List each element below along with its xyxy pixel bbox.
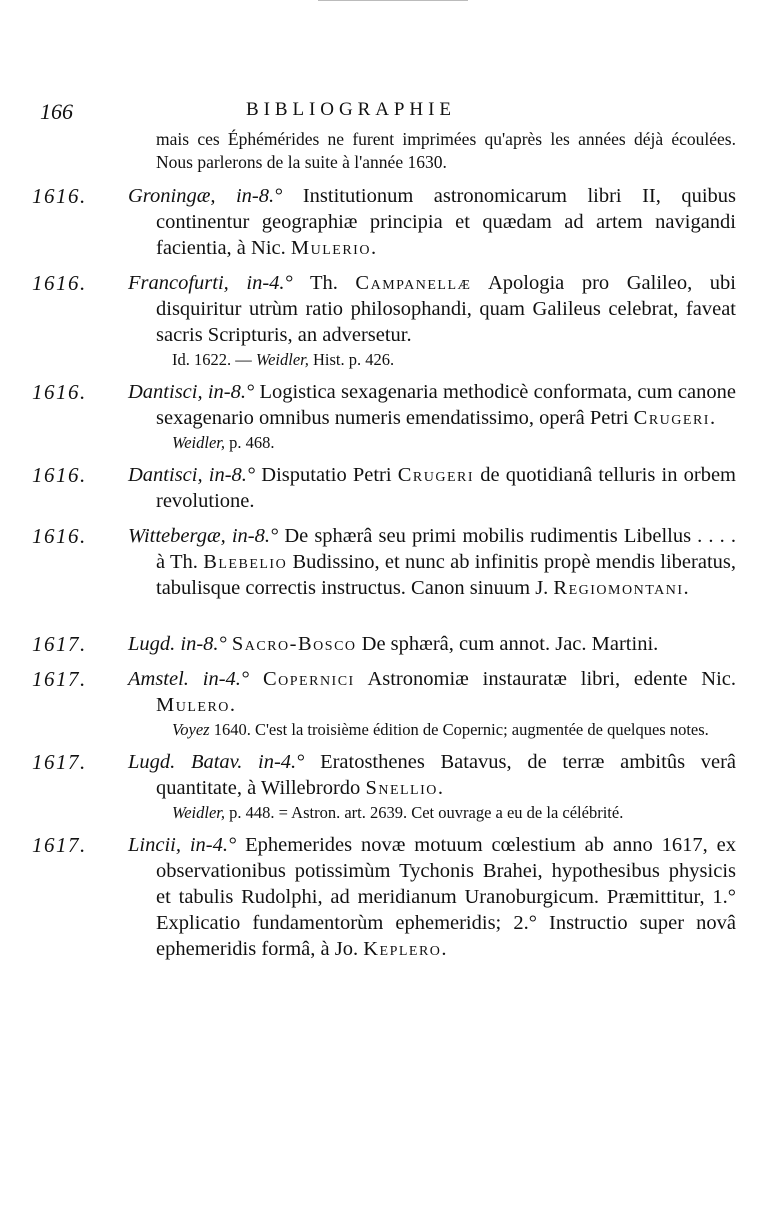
entry-year: 1617.	[32, 833, 87, 857]
entry-title: Th.	[309, 272, 356, 294]
entry-text	[128, 270, 736, 348]
entry-title: Eratosthenes Batavus, de terræ ambitûs verâ quantitate, à Willebrordo	[156, 751, 736, 799]
entry-author: Blebelio	[203, 551, 288, 573]
entry-text	[128, 523, 736, 601]
entry-author-secondary: Regiomontani	[553, 577, 684, 599]
entry-title-end: De sphærâ, cum annot. Jac. Martini.	[356, 633, 659, 655]
bibliography-entry	[0, 666, 736, 740]
entry-title: De sphærâ seu primi mobilis rudimentis Libellus . . . . à Th.	[156, 525, 736, 573]
bibliography-entry	[0, 523, 736, 601]
page-body	[0, 128, 766, 971]
bibliography-entry	[0, 631, 736, 657]
entry-place: Amstel. in-4.°	[128, 668, 250, 690]
bibliography-entry	[0, 379, 736, 453]
top-rule	[318, 0, 468, 1]
entry-year: 1617.	[32, 667, 87, 691]
entry-place: Dantisci, in-8.°	[128, 464, 256, 486]
note-source: Weidler,	[172, 433, 226, 452]
note-source: Voyez	[172, 720, 210, 739]
note-text-end: 1640. C'est la troisième édition de Copernic; augmentée de quelques notes.	[209, 720, 709, 739]
entry-text	[128, 832, 736, 962]
entry-place: Groningæ, in-8.°	[128, 185, 283, 207]
entry-place: Dantisci, in-8.°	[128, 381, 255, 403]
entry-title-end: .	[683, 577, 689, 599]
note-source: Weidler,	[255, 350, 309, 369]
entry-title-end: .	[709, 407, 716, 429]
page-header	[0, 99, 766, 129]
entry-author: Snellio	[365, 777, 438, 799]
entry-year: 1616.	[32, 271, 87, 295]
note-text-end: p. 468.	[225, 433, 275, 452]
entry-text	[128, 462, 736, 514]
entry-author: Keplero	[363, 938, 442, 960]
entry-title: Disputatio Petri	[261, 464, 398, 486]
running-title: BIBLIOGRAPHIE	[246, 99, 456, 120]
entry-place: Wittebergæ, in-8.°	[128, 525, 279, 547]
entry-text	[128, 183, 736, 261]
entry-note	[156, 432, 736, 453]
entry-title-mid: Astronomiæ instauratæ libri, edente Nic.	[354, 668, 736, 690]
entry-text	[128, 379, 736, 431]
continuation-paragraph: mais ces Éphémérides ne furent imprimées qu'après les années déjà écoulées. Nous parlerons de la suite à l'année 1630.	[156, 129, 736, 172]
entry-year: 1616.	[32, 463, 87, 487]
note-text: Id. 1622. —	[172, 350, 256, 369]
entry-title: Institutionum astronomicarum libri II, quibus continentur geographiæ principia et quædam ad artem navigandi facientia, à Nic.	[156, 185, 736, 259]
page-number: 166	[40, 99, 73, 124]
entry-author: Crugeri	[633, 407, 710, 429]
entry-note	[156, 802, 736, 823]
bibliography-entry	[0, 183, 736, 261]
bibliography-entry	[0, 749, 736, 823]
entry-text	[128, 666, 736, 718]
bibliography-entry	[0, 462, 736, 514]
note-text-end: p. 448. = Astron. art. 2639. Cet ouvrage a eu de la célébrité.	[225, 803, 624, 822]
bibliography-entry	[0, 832, 736, 962]
entry-note	[156, 719, 736, 740]
entry-text	[128, 631, 736, 657]
entry-year: 1617.	[32, 632, 87, 656]
entry-author: Mulerio	[290, 237, 371, 259]
entry-title-end: .	[229, 694, 236, 716]
entry-place: Lugd. Batav. in-4.°	[128, 751, 305, 773]
entry-author-secondary: Mulero	[156, 694, 230, 716]
entry-author: Copernici	[262, 668, 355, 690]
entry-title: Ephemerides novæ motuum cœlestium ab anno 1617, ex observationibus potissimùm Tychonis Brahei, hypothesibus physicis et tabulis Rudolphi, ad meridianum Uranoburgicum. Præmittitur, 1.° Explicatio fundamentorùm ephemeridis; 2.° Instructio super novâ ephemeridis formâ, à Jo.	[156, 834, 736, 960]
entry-title-end: .	[441, 938, 447, 960]
entry-title: Logistica sexagenaria methodicè conformata, cum canone sexagenario omnibus numeris emendatissimo, operâ Petri	[156, 381, 736, 429]
entry-place: Lincii, in-4.°	[128, 834, 237, 856]
entry-title-mid: Budissino, et nunc ab infinitis propè mendis liberatus, tabulisque correctis instructus. Canon sinuum J.	[156, 551, 736, 599]
entry-title-end: .	[370, 237, 377, 259]
entry-year: 1616.	[32, 524, 87, 548]
entry-author: Campanellæ	[355, 272, 472, 294]
entry-year: 1616.	[32, 380, 87, 404]
entry-year: 1616.	[32, 184, 87, 208]
entry-place: Lugd. in-8.°	[128, 633, 227, 655]
entry-text	[128, 749, 736, 801]
entry-title-end: Apologia pro Galileo, ubi disquiritur utrùm ratio philosophandi, quam Galileus celebrat, faveat sacris Scripturis, an adversetur.	[156, 272, 736, 346]
entry-year: 1617.	[32, 750, 87, 774]
entry-title-end: .	[437, 777, 444, 799]
bibliography-entry	[0, 270, 736, 370]
entry-title-end: de quotidianâ telluris in orbem revolutione.	[156, 464, 736, 512]
entry-author: Crugeri	[397, 464, 475, 486]
note-source: Weidler,	[172, 803, 226, 822]
entry-author: Sacro-Bosco	[231, 633, 357, 655]
entry-note	[156, 349, 736, 370]
entry-place: Francofurti, in-4.°	[128, 272, 293, 294]
note-text-end: Hist. p. 426.	[308, 350, 395, 369]
